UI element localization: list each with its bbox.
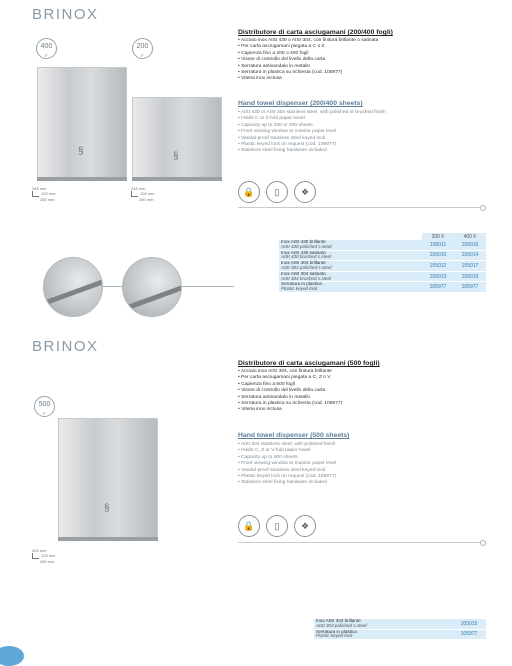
badge-value: 200 — [136, 43, 149, 50]
feature-item: • Holds C, Z or V-fold paper towel — [238, 448, 336, 454]
col-header: 400 F — [454, 233, 486, 240]
features-list-en — [238, 110, 386, 155]
product-title-en: Hand towel dispenser (500 sheets) — [238, 432, 350, 439]
row-desc-en: Plastic keyed lock — [281, 286, 318, 292]
features-list-en — [238, 442, 336, 487]
feature-item: • AISI 304 stainless steel, with polished finish — [238, 442, 336, 448]
feature-item: • Holds C or Z-fold paper towel — [238, 116, 386, 122]
badge-unit: F — [43, 411, 46, 416]
features-list-it — [238, 369, 342, 414]
dim-height: 245 mm — [131, 186, 146, 191]
feature-item: • Per carta asciugamani piegata a C, Z o V — [238, 375, 342, 381]
table-row — [279, 271, 486, 282]
feature-item: • AISI 430 or AISI 304 stainless steel, with polished or brushed finish — [238, 110, 386, 116]
feature-item: • Per carta asciugamani piegata a C o Z — [238, 44, 378, 50]
feature-icons — [238, 515, 316, 537]
zoom-connector — [180, 286, 234, 287]
row-desc-en: Plastic keyed lock — [316, 633, 353, 639]
feature-item: • Serratura antivandalo in metallo — [238, 64, 378, 70]
row-desc-it: Inox AISI 304 brillante — [281, 260, 326, 266]
product-code: 105016 — [454, 240, 486, 250]
feature-item: • Serratura in plastica su richiesta (cod. 105977) — [238, 70, 378, 76]
hardware-icon: ❖ — [294, 515, 316, 537]
badge-value: 500 — [38, 401, 51, 408]
table-row — [279, 240, 486, 250]
dim-height: 400 mm — [32, 548, 47, 553]
product-code: 105017 — [454, 261, 486, 272]
product-code: 105977 — [454, 282, 486, 293]
product-code: 105014 — [454, 250, 486, 261]
capacity-badge-200 — [132, 38, 153, 59]
table-row — [279, 250, 486, 261]
row-desc-en: AISI 430 polished s.steel — [281, 243, 332, 249]
capacity-badge-400 — [36, 38, 57, 59]
product-title-it: Distributore di carta asciugamani (500 fogli) — [238, 360, 380, 367]
page-corner-accent — [0, 646, 24, 666]
row-desc-en: AISI 304 polished s.steel — [281, 264, 332, 270]
lock-icon: 🔒 — [238, 515, 260, 537]
product-code-table — [279, 233, 486, 293]
feature-item: • Vandal-proof stainless steel keyed lock — [238, 468, 336, 474]
dim-height: 345 mm — [32, 186, 47, 191]
product-code: 105010 — [422, 250, 454, 261]
dispenser-200-image: § — [132, 97, 222, 179]
dispenser-400-image: § — [37, 67, 127, 179]
feature-item: • Viteria inox inclusa — [238, 76, 378, 82]
product-code: 105019 — [454, 271, 486, 282]
lock-icon: 🔒 — [238, 181, 260, 203]
product-title-it: Distributore di carta asciugamani (200/400 fogli) — [238, 29, 393, 36]
feature-item: • Capacity up to 200 or 400 sheets — [238, 123, 386, 129]
badge-unit: F — [45, 53, 48, 58]
feature-item: • Viteria inox inclusa — [238, 407, 342, 413]
window-icon: ▯ — [266, 181, 288, 203]
table-row — [314, 629, 486, 640]
row-desc-it: Serratura in plastica — [316, 628, 357, 634]
dimensions-400 — [32, 186, 55, 202]
product-code: 105977 — [422, 282, 454, 293]
feature-item: • Serratura antivandalo in metallo — [238, 395, 342, 401]
dispenser-500-image: § — [58, 418, 158, 539]
section-divider — [238, 207, 482, 208]
dimensions-500 — [32, 548, 55, 564]
row-desc-en: AISI 430 brushed s.steel — [281, 254, 332, 260]
feature-item: • Visore di controllo del livello della carta — [238, 57, 378, 63]
feature-item: • Stainless steel fixing hardware included — [238, 480, 336, 486]
feature-item: • Capienza fino a 200 o 400 fogli — [238, 51, 378, 57]
detail-zoom-lock — [122, 257, 182, 317]
dimension-icon — [32, 553, 39, 559]
row-desc-it: Inox AISI 304 brillante — [316, 618, 361, 623]
feature-item: • Front viewing window to monitor paper level — [238, 461, 336, 467]
product-code: 105977 — [452, 629, 486, 640]
row-desc-it: Inox AISI 304 satinato — [281, 270, 326, 276]
zoom-connector — [101, 286, 122, 287]
feature-item: • Plastic keyed lock on request (cod. 105977) — [238, 474, 336, 480]
feature-item: • Plastic keyed lock on request (cod. 105977) — [238, 142, 386, 148]
dim-depth: 125 mm — [41, 553, 56, 559]
product-code: 105013 — [422, 271, 454, 282]
feature-item: • Capacity up to 500 sheets — [238, 455, 336, 461]
brand-logo: BRINOX — [32, 6, 99, 23]
section-divider — [238, 542, 482, 543]
row-desc-it: Serratura in plastica — [281, 281, 322, 287]
product-code: 105012 — [422, 261, 454, 272]
detail-zoom-window — [43, 257, 103, 317]
capacity-badge-500 — [34, 396, 55, 417]
table-row — [279, 282, 486, 293]
dim-width: 280 mm — [139, 197, 154, 202]
hardware-icon: ❖ — [294, 181, 316, 203]
row-desc-en: AISI 304 polished s.steel — [316, 622, 367, 628]
dim-width: 280 mm — [40, 197, 55, 202]
dim-width: 280 mm — [40, 559, 55, 564]
row-desc-it: Inox AISI 430 brillante — [281, 239, 326, 244]
product-code: 105015 — [452, 619, 486, 629]
feature-item: • Capienza fino a 500 fogli — [238, 382, 342, 388]
row-desc-it: Inox AISI 430 satinato — [281, 249, 326, 255]
table-row — [314, 619, 486, 629]
dim-depth: 102 mm — [140, 191, 155, 197]
feature-item: • Visore di controllo del livello della carta — [238, 388, 342, 394]
window-icon: ▯ — [266, 515, 288, 537]
badge-unit: F — [141, 53, 144, 58]
brand-logo: BRINOX — [32, 338, 99, 355]
features-list-it — [238, 38, 378, 83]
feature-item: • Front viewing window to monitor paper level — [238, 129, 386, 135]
dimension-icon — [131, 191, 138, 197]
feature-item: • Acciaio inox AISI 304, con finitura brillante — [238, 369, 342, 375]
dim-depth: 102 mm — [41, 191, 56, 197]
feature-item: • Vandal-proof stainless steel keyed lock — [238, 136, 386, 142]
product-code: 105011 — [422, 240, 454, 250]
feature-item: • Acciaio inox AISI 430 o AISI 304, con finitura brillante o satinata — [238, 38, 378, 44]
feature-item: • Stainless steel fixing hardware included — [238, 148, 386, 154]
feature-icons — [238, 181, 316, 203]
col-header: 200 F — [422, 233, 454, 240]
badge-value: 400 — [40, 43, 53, 50]
table-row — [279, 261, 486, 272]
dimension-icon — [32, 191, 39, 197]
feature-item: • Serratura in plastica su richiesta (cod. 105977) — [238, 401, 342, 407]
row-desc-en: AISI 304 brushed s.steel — [281, 275, 332, 281]
product-title-en: Hand towel dispenser (200/400 sheets) — [238, 100, 363, 107]
dimensions-200 — [131, 186, 154, 202]
product-code-table — [314, 619, 486, 640]
